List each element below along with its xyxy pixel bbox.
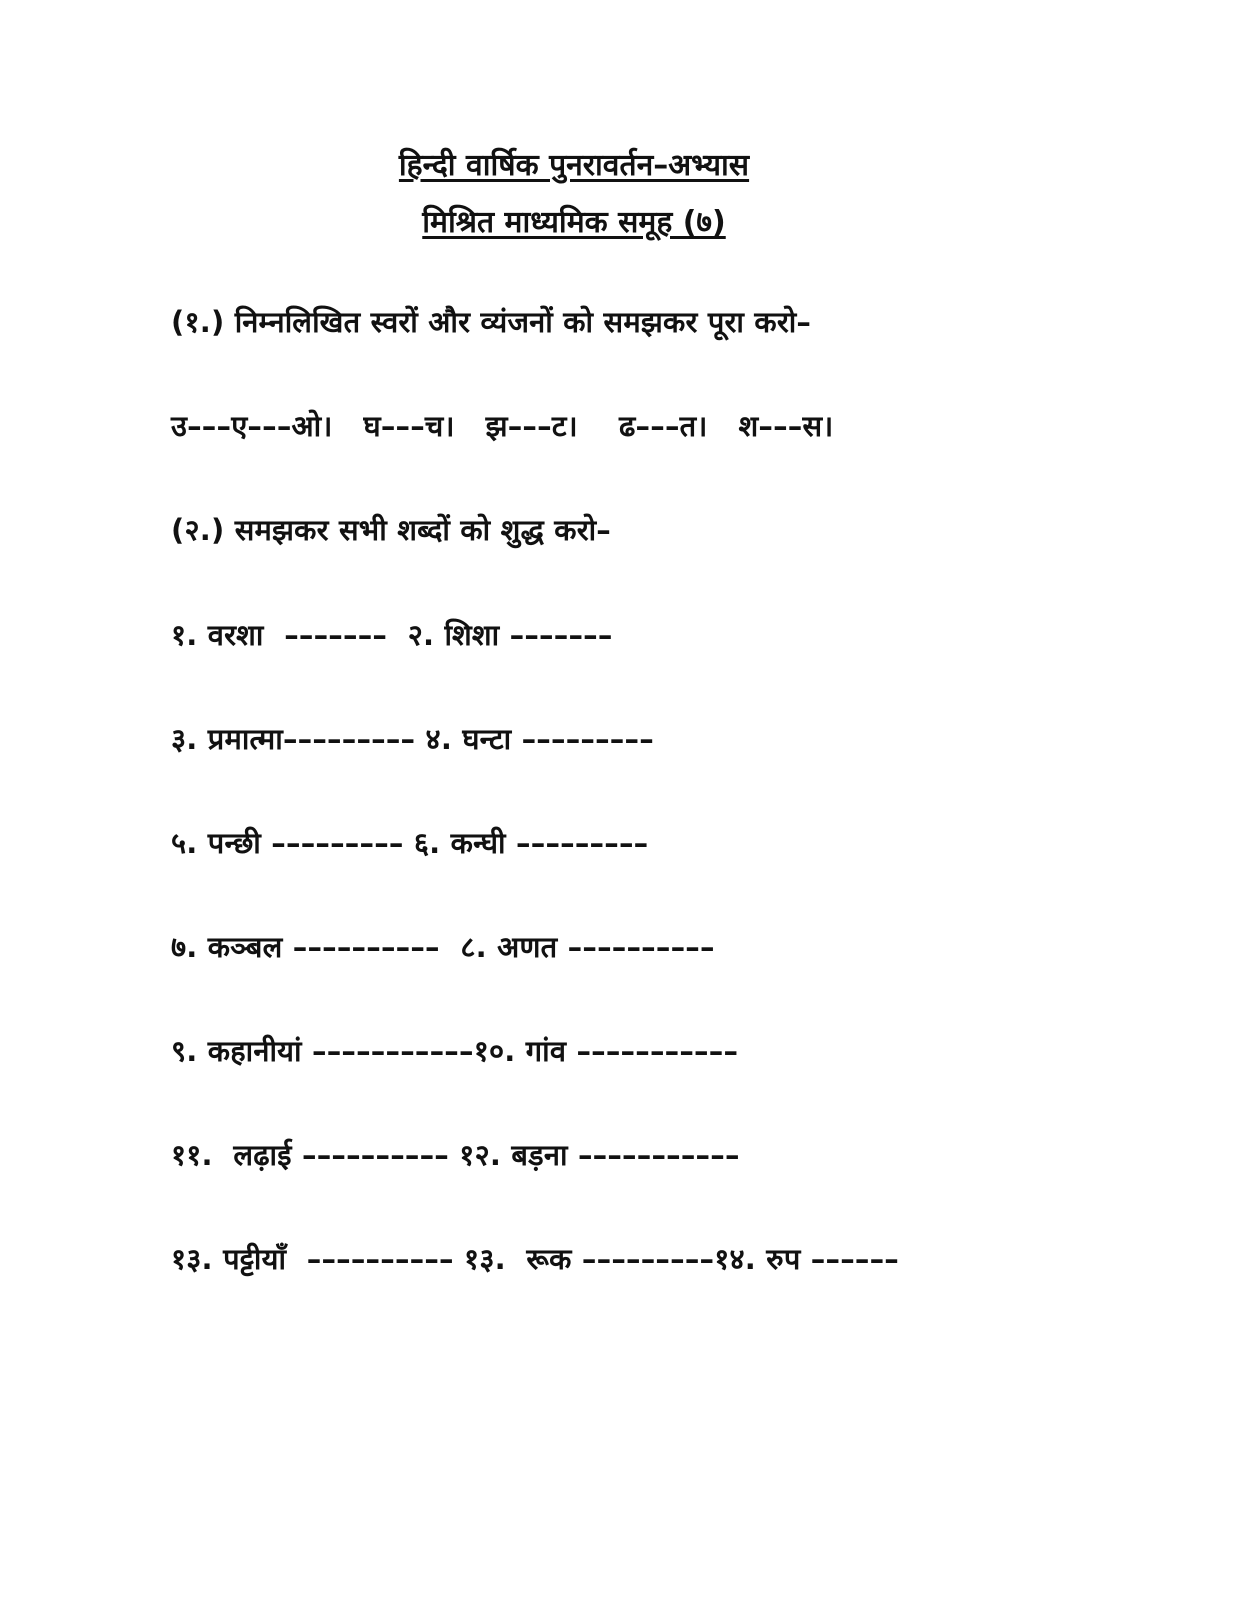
word-correction-line: ९. कहानीयां –––––––––––१०. गांव ––––––––––– [171, 1034, 739, 1068]
vowel-consonant-sequence: उ–––ए–––ओ। घ–––च। झ–––ट। ढ–––त। श–––स। [171, 409, 834, 443]
word-correction-line: १३. पट्टीयाँ –––––––––– १३. रूक –––––––––१४. रुप –––––– [171, 1242, 900, 1276]
question-1: (१.) निम्नलिखित स्वरों और व्यंजनों को समझकर पूरा करो– [171, 305, 812, 339]
page-subtitle: मिश्रित माध्यमिक समूह (७) [422, 205, 726, 240]
word-correction-line: ३. प्रमात्मा––––––––– ४. घन्टा ––––––––– [171, 722, 654, 756]
word-correction-line: १. वरशा ––––––– २. शिशा ––––––– [171, 618, 613, 652]
word-correction-line: ११. लढ़ाई –––––––––– १२. बड़ना ––––––––––– [171, 1138, 740, 1172]
word-correction-line: ५. पन्छी ––––––––– ६. कन्घी ––––––––– [171, 826, 649, 860]
page-title: हिन्दी वार्षिक पुनरावर्तन–अभ्यास [398, 148, 750, 183]
word-correction-line: ७. कञ्बल –––––––––– ८. अणत –––––––––– [171, 930, 715, 964]
question-2: (२.) समझकर सभी शब्दों को शुद्ध करो– [171, 513, 611, 547]
